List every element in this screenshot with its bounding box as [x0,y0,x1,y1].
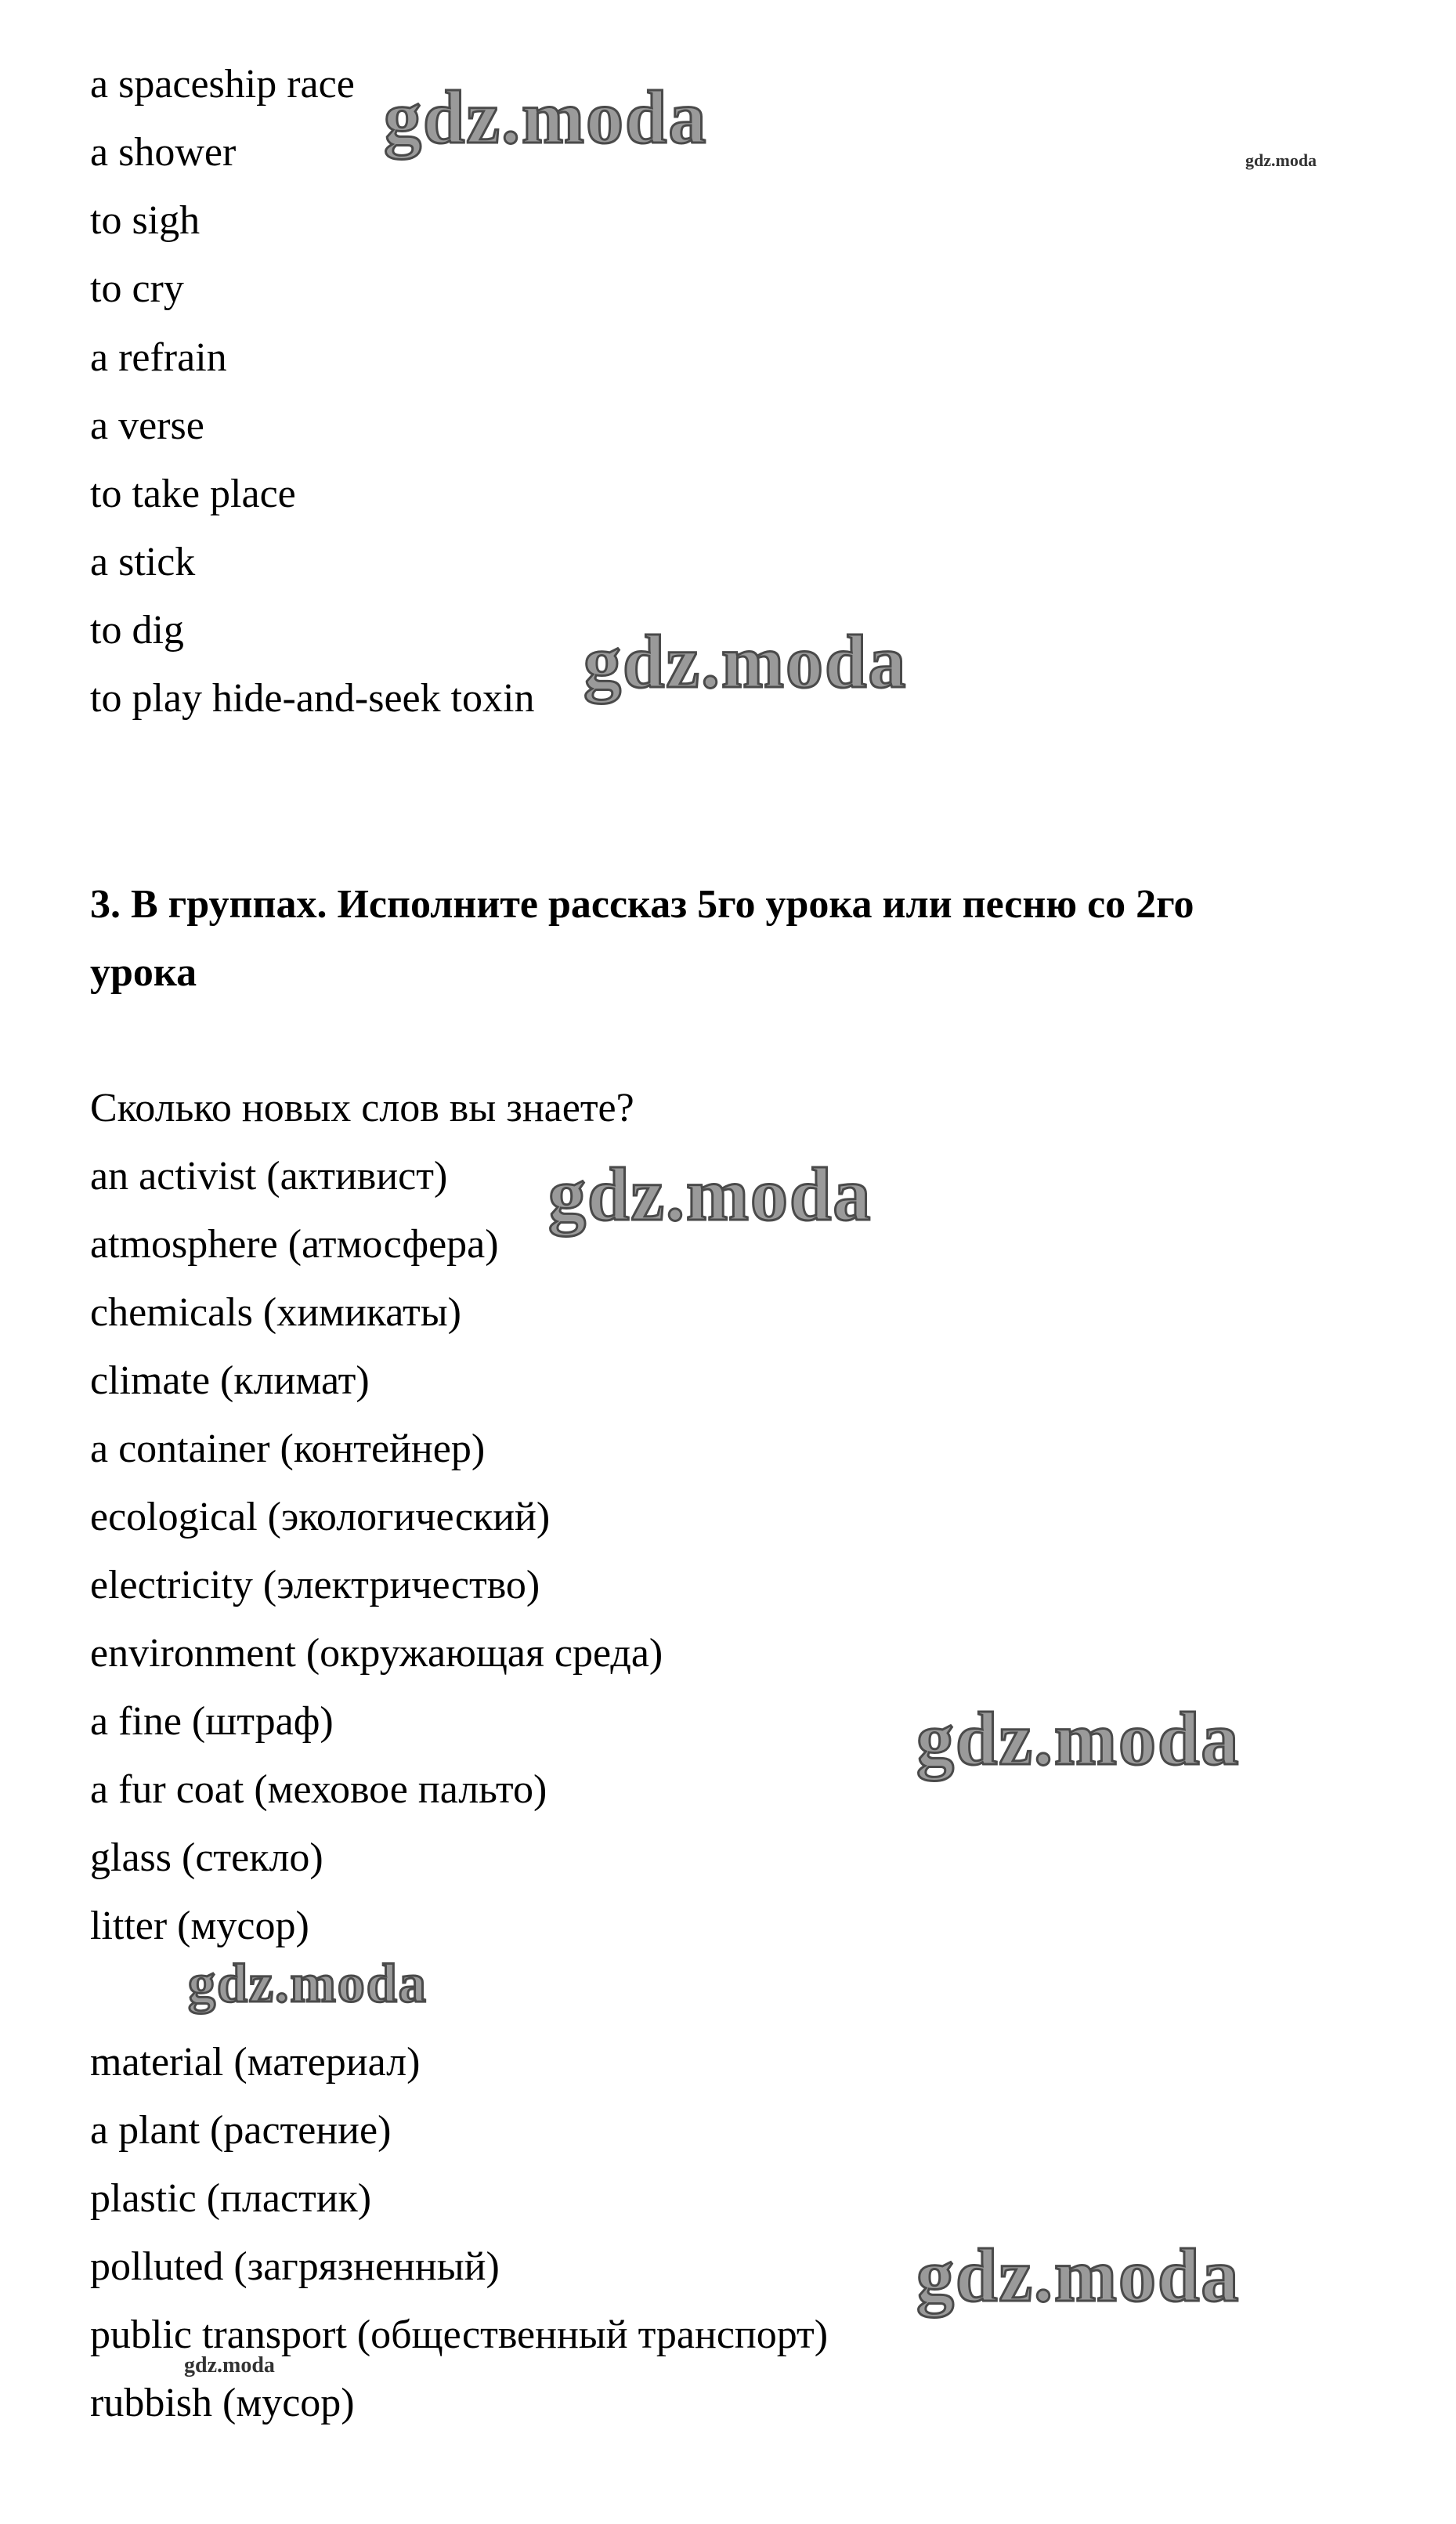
vocab-item: to take place [90,472,296,516]
vocab-item: rubbish (мусор) [90,2381,355,2425]
vocab-item: a refrain [90,335,227,380]
vocab-item: chemicals (химикаты) [90,1290,461,1335]
watermark-logo: gdz.moda [548,1152,873,1236]
watermark-logo: gdz.moda [583,620,908,703]
vocab-item: an activist (активист) [90,1154,448,1199]
vocab-item: a stick [90,540,196,584]
vocab-item: public transport (общественный транспорт) [90,2312,829,2357]
vocab-item: to dig [90,608,184,653]
task-heading: 3. В группах. Исполните рассказ 5го урока или песню со 2го [90,882,1194,927]
vocab-item: a container (контейнер) [90,1427,486,1471]
vocab-item: a shower [90,130,237,175]
vocab-item: glass (стекло) [90,1835,323,1880]
vocab-item: a spaceship race [90,62,355,107]
vocab-item: a fur coat (меховое пальто) [90,1767,547,1812]
vocab-item: polluted (загрязненный) [90,2244,500,2289]
vocab-item: to sigh [90,198,201,243]
question-text: Сколько новых слов вы знаете? [90,1086,634,1130]
watermark-logo: gdz.moda [916,1697,1241,1781]
vocab-item: atmosphere (атмосфера) [90,1222,499,1267]
vocab-item: environment (окружающая среда) [90,1631,663,1676]
vocab-item: a verse [90,403,204,448]
vocab-item: to cry [90,266,184,311]
vocab-item: electricity (электричество) [90,1563,540,1607]
vocab-item: climate (климат) [90,1358,370,1403]
watermark-logo: gdz.moda [188,1954,428,2014]
vocab-item: a fine (штраф) [90,1699,334,1744]
vocab-item: material (материал) [90,2040,421,2085]
watermark-logo: gdz.moda [916,2233,1241,2317]
vocab-item: ecological (экологический) [90,1495,551,1539]
watermark-logo: gdz.moda [384,75,708,159]
task-heading-continued: урока [90,950,197,995]
vocab-item: plastic (пластик) [90,2176,372,2221]
watermark-logo: gdz.moda [1245,150,1317,170]
vocab-item: to play hide-and-seek toxin [90,676,535,721]
vocab-item: a plant (растение) [90,2108,392,2153]
watermark-logo: gdz.moda [184,2353,275,2378]
vocab-item: litter (мусор) [90,1904,309,1948]
